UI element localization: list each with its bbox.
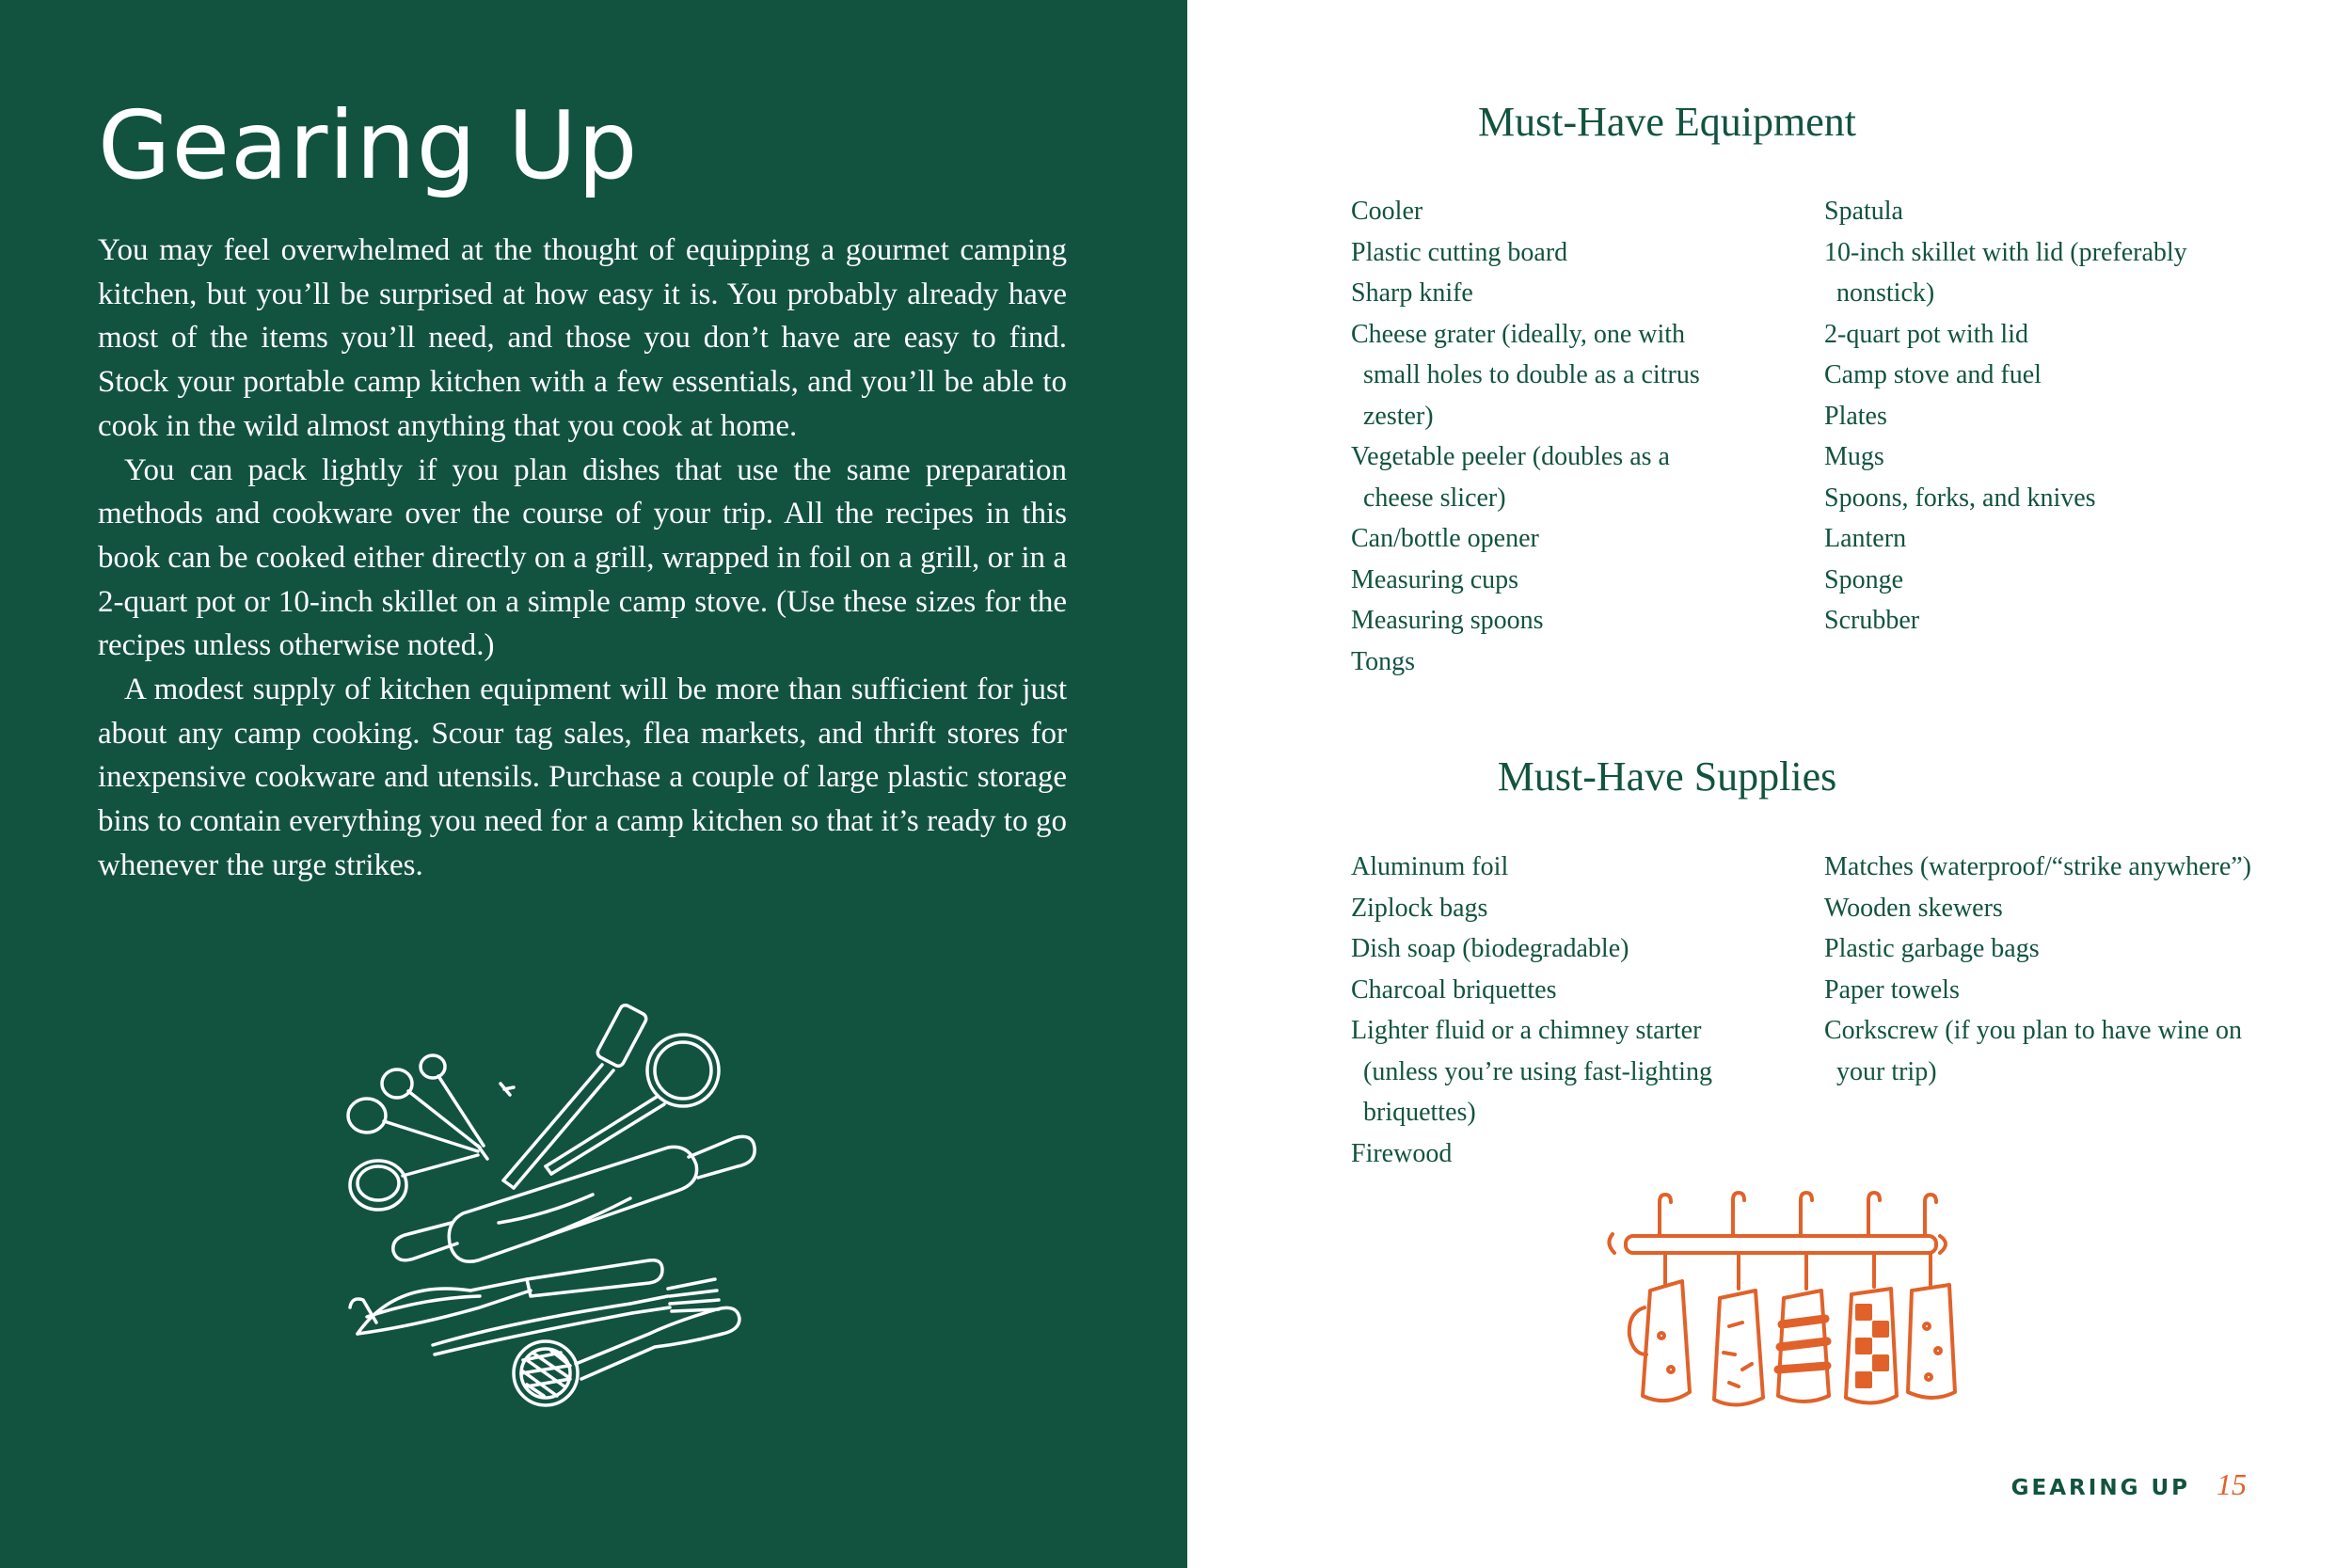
rolling-pin-icon	[393, 1136, 755, 1261]
equipment-list-col2	[1824, 191, 2257, 641]
list-item: Aluminum foil	[1351, 852, 1509, 881]
list-item: Lantern	[1824, 524, 1907, 553]
mug-icon	[1846, 1253, 1897, 1403]
list-item: Dish soap (biodegradable)	[1351, 934, 1629, 963]
list-item: Tongs	[1351, 646, 1416, 676]
page-footer	[2011, 1467, 2247, 1502]
list-item: Plastic garbage bags	[1824, 934, 2040, 963]
list-item: Wooden skewers	[1824, 893, 2003, 923]
right-page	[1187, 0, 2352, 1568]
list-item: 2-quart pot with lid	[1824, 319, 2028, 349]
list-item: Corkscrew (if you plan to have wine on your trip)	[1824, 1016, 2242, 1086]
mug-icon	[1778, 1253, 1829, 1402]
list-item: Plates	[1824, 401, 1887, 431]
list-item: Measuring spoons	[1351, 606, 1544, 635]
list-item: Sharp knife	[1351, 278, 1473, 308]
list-item: Measuring cups	[1351, 564, 1519, 594]
paragraph: You can pack lightly if you plan dishes that use the same preparation methods and cookware over the course of your trip. All the recipes in this book can be cooked either directly on a grill, wrapped in foil on a grill, or in a 2-quart pot or 10-inch skillet on a simple camp stove. (Use these sizes for the recipes unless otherwise noted.)	[98, 452, 1067, 663]
hanging-mugs-illustration	[1592, 1185, 1968, 1420]
paragraph: A modest supply of kitchen equipment will be more than sufficient for just about any camp cooking. Scour tag sales, flea markets, and thrift stores for inexpensive cookware and utensils. Purchase a couple of large plastic storage bins to contain everything you need for a camp kitchen so that it’s ready to go whenever the urge strikes.	[98, 673, 1067, 882]
list-item: Spoons, forks, and knives	[1824, 483, 2096, 513]
list-item: Charcoal briquettes	[1351, 974, 1557, 1005]
sieve-icon	[514, 1307, 739, 1405]
measuring-spoons-icon	[348, 1055, 514, 1210]
list-item: Sponge	[1824, 564, 1903, 594]
pan-icon	[546, 1035, 719, 1174]
list-item: Ziplock bags	[1351, 893, 1488, 923]
supplies-heading: Must-Have Supplies	[1497, 753, 1837, 800]
body-text	[98, 229, 1067, 888]
list-item: Can/bottle opener	[1351, 524, 1539, 553]
list-item: Cheese grater (ideally, one with small holes to double as a citrus zester)	[1351, 319, 1700, 431]
list-item: Vegetable peeler (doubles as a cheese slicer)	[1351, 442, 1670, 513]
list-item: Scrubber	[1824, 606, 1920, 635]
list-item: Plastic cutting board	[1351, 237, 1568, 267]
list-item: Camp stove and fuel	[1824, 360, 2042, 389]
list-item: Lighter fluid or a chimney starter (unless you’re using fast-lighting briquettes)	[1351, 1016, 1712, 1127]
mug-rack-icon	[1609, 1193, 1946, 1253]
supplies-list-col2	[1824, 847, 2257, 1092]
kitchen-utensils-illustration	[339, 997, 828, 1411]
equipment-list-col1	[1351, 191, 1746, 682]
mug-icon	[1629, 1253, 1690, 1401]
page-number: 15	[2217, 1467, 2247, 1501]
list-item: 10-inch skillet with lid (preferably nonstick)	[1824, 237, 2187, 308]
list-item: Spatula	[1824, 197, 1903, 226]
equipment-heading: Must-Have Equipment	[1477, 99, 1857, 145]
list-item: Mugs	[1824, 442, 1884, 471]
page-title: Gearing Up	[98, 90, 639, 200]
list-item: Paper towels	[1824, 974, 1960, 1005]
mug-icon	[1908, 1253, 1955, 1398]
list-item: Firewood	[1351, 1138, 1453, 1168]
list-item: Cooler	[1351, 197, 1423, 226]
mug-icon	[1714, 1253, 1763, 1405]
running-head: GEARING UP	[2010, 1476, 2190, 1500]
list-item: Matches (waterproof/“strike anywhere”)	[1824, 852, 2252, 881]
paragraph: You may feel overwhelmed at the thought of equipping a gourmet camping kitchen, but you’ll be surprised at how easy it is. You probably already have most of the items you’ll need, and those you don’t have are easy to find. Stock your portable camp kitchen with a few essentials, and you’ll be able to cook in the wild almost anything that you cook at home.	[98, 233, 1067, 443]
whisk-icon	[350, 1260, 662, 1334]
supplies-list-col1	[1351, 847, 1756, 1174]
